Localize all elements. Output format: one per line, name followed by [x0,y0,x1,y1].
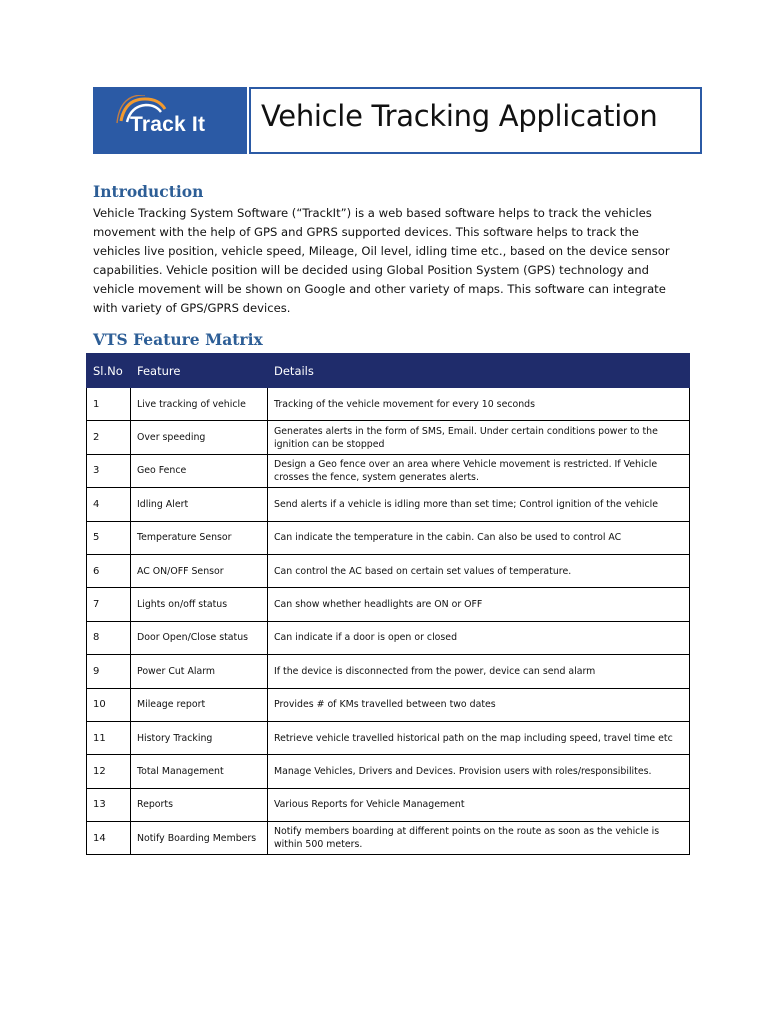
cell-details: Can indicate if a door is open or closed [268,621,690,654]
cell-slno: 9 [87,655,131,688]
feature-matrix-heading: VTS Feature Matrix [93,330,263,349]
cell-details: Send alerts if a vehicle is idling more than set time; Control ignition of the vehicle [268,488,690,521]
table-row [87,822,690,855]
cell-feature: Mileage report [131,688,268,721]
track-it-logo [93,87,247,154]
table-row [87,621,690,654]
cell-details: Provides # of KMs travelled between two dates [268,688,690,721]
cell-feature: Reports [131,788,268,821]
cell-feature: Temperature Sensor [131,521,268,554]
intro-line: vehicles live position, vehicle speed, Mileage, Oil level, idling time etc., based on the device sensor [93,243,670,258]
cell-details: Design a Geo fence over an area where Vehicle movement is restricted. If Vehicle crosses the fence, system generates alerts. [268,454,690,487]
table-row [87,454,690,487]
column-header-slno: Sl.No [87,354,131,388]
intro-line: Vehicle Tracking System Software (“TrackIt”) is a web based software helps to track the vehicles [93,206,652,220]
column-header-details: Details [268,354,690,388]
logo-text: Track It [130,113,206,136]
cell-feature: Geo Fence [131,454,268,487]
cell-slno: 4 [87,488,131,521]
document-header [93,87,702,154]
cell-details: Various Reports for Vehicle Management [268,788,690,821]
cell-details: Can indicate the temperature in the cabin. Can also be used to control AC [268,521,690,554]
cell-slno: 13 [87,788,131,821]
cell-slno: 3 [87,454,131,487]
cell-details: If the device is disconnected from the power, device can send alarm [268,655,690,688]
table-row [87,388,690,421]
table-row [87,688,690,721]
page-title: Vehicle Tracking Application [261,99,658,133]
cell-feature: Over speeding [131,421,268,454]
table-row [87,554,690,587]
intro-line: with variety of GPS/GPRS devices. [93,300,291,315]
cell-details: Notify members boarding at different points on the route as soon as the vehicle is within 500 meters. [268,822,690,855]
table-row [87,521,690,554]
intro-line: capabilities. Vehicle position will be decided using Global Position System (GPS) technology and [93,262,650,277]
cell-slno: 6 [87,554,131,587]
cell-feature: Notify Boarding Members [131,822,268,855]
cell-slno: 2 [87,421,131,454]
cell-slno: 11 [87,721,131,754]
cell-feature: Total Management [131,755,268,788]
cell-slno: 7 [87,588,131,621]
cell-details: Can control the AC based on certain set values of temperature. [268,554,690,587]
table-row [87,755,690,788]
cell-slno: 8 [87,621,131,654]
feature-matrix-table [86,353,690,855]
table-row [87,488,690,521]
cell-feature: Idling Alert [131,488,268,521]
table-row [87,588,690,621]
cell-feature: History Tracking [131,721,268,754]
table-header-row [87,354,690,388]
cell-details: Generates alerts in the form of SMS, Email. Under certain conditions power to the ignition can be stopped [268,421,690,454]
table-row [87,655,690,688]
cell-slno: 1 [87,388,131,421]
cell-feature: Lights on/off status [131,588,268,621]
introduction-heading: Introduction [93,182,204,201]
cell-feature: Power Cut Alarm [131,655,268,688]
cell-feature: Door Open/Close status [131,621,268,654]
cell-details: Manage Vehicles, Drivers and Devices. Provision users with roles/responsibilites. [268,755,690,788]
title-box [249,87,702,154]
cell-feature: Live tracking of vehicle [131,388,268,421]
introduction-paragraph [93,204,683,317]
column-header-feature: Feature [131,354,268,388]
table-row [87,721,690,754]
cell-feature: AC ON/OFF Sensor [131,554,268,587]
table-row [87,788,690,821]
cell-slno: 10 [87,688,131,721]
cell-details: Tracking of the vehicle movement for every 10 seconds [268,388,690,421]
intro-line: movement with the help of GPS and GPRS supported devices. This software helps to track the [93,224,639,239]
cell-details: Can show whether headlights are ON or OFF [268,588,690,621]
cell-slno: 5 [87,521,131,554]
cell-slno: 14 [87,822,131,855]
cell-details: Retrieve vehicle travelled historical path on the map including speed, travel time etc [268,721,690,754]
intro-line: vehicle movement will be shown on Google and other variety of maps. This software can integrate [93,281,666,296]
table-row [87,421,690,454]
cell-slno: 12 [87,755,131,788]
